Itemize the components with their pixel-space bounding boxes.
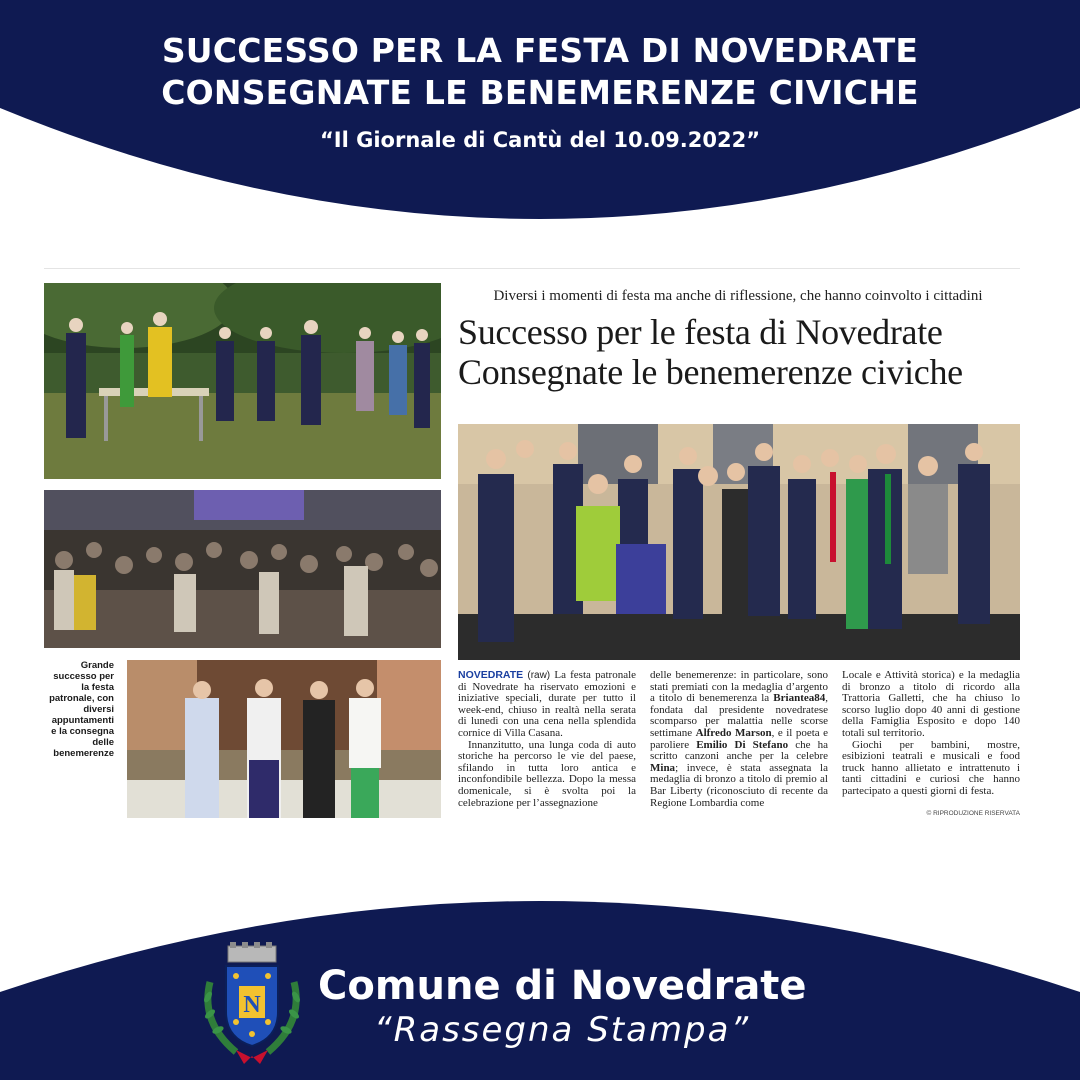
footer-text bbox=[318, 962, 807, 1050]
crest-letter: N bbox=[243, 992, 261, 1018]
col3-paragraph-2: Giochi per bambini, mostre, esibizioni teatrali e musicali e food truck hanno allietato e intrattenuto i tanti cittadini e curiosi che hanno partecipato a questi giorni di festa. bbox=[842, 738, 1020, 797]
col2-text-c: , fondata dal presidente novedratese scomparso per malattia nelle scorse settimane bbox=[650, 692, 828, 739]
photo-caption: Grande successo per la festa patronale, con diversi appuntamenti e la consegna delle benemerenze bbox=[49, 660, 114, 759]
municipality-name: Comune di Novedrate bbox=[318, 963, 807, 1009]
photo-awardees bbox=[127, 660, 441, 818]
source-label: “Il Giornale di Cantù del 10.09.2022” bbox=[319, 128, 761, 152]
col2-text-f: ; invece, è stata assegnata la medaglia di bronzo a titolo di premio al Bar Liberty (riconosciuto di recente da Regione Lombardia come bbox=[650, 761, 828, 809]
col2-text-e: che ha scritto canzoni anche per la celebre bbox=[650, 738, 828, 763]
headline-line-2: Consegnate le benemerenze civiche bbox=[458, 352, 963, 392]
title-line-2: CONSEGNATE LE BENEMERENZE CIVICHE bbox=[161, 73, 919, 112]
headline-line-1: Successo per le festa di Novedrate bbox=[458, 312, 943, 352]
photo-evening-crowd bbox=[44, 490, 441, 648]
article-column-3 bbox=[842, 670, 1020, 798]
header-text bbox=[0, 0, 1080, 152]
col2-bold-mina: Mina bbox=[650, 761, 676, 774]
col2-bold-marson: Alfredo Marson bbox=[695, 726, 772, 739]
article-headline bbox=[458, 312, 1020, 392]
lead-place: NOVEDRATE bbox=[458, 669, 524, 681]
col2-bold-briantea: Briantea84 bbox=[773, 692, 826, 705]
press-review-label: “Rassegna Stampa” bbox=[374, 1010, 751, 1050]
newspaper-clipping bbox=[44, 268, 1020, 828]
photo-group-award bbox=[458, 424, 1020, 660]
col3-paragraph-1: Locale e Attività storica) e la medaglia di bronzo a titolo di ricordo alla Trattoria Galletti, che ha chiuso lo scorso luglio dopo 40 anni di gestione della Famiglia Esposito e dopo 140 totali sul territorio. bbox=[842, 669, 1020, 739]
article-column-2 bbox=[650, 670, 828, 809]
col1-paragraph-2: Innanzitutto, una lunga coda di auto storiche ha percorso le vie del paese, sfilando in tutta loro antica e inconfondibile bellezza. Dopo la messa domenicale, si è svolta poi la celebrazione per l’assegnazione bbox=[458, 738, 636, 809]
col2-text-a: delle benemerenze: in particolare, sono stati premiati con la medaglia d’argento a titolo di benemerenza la bbox=[650, 669, 828, 705]
article-kicker: Diversi i momenti di festa ma anche di riflessione, che hanno coinvolto i cittadini bbox=[493, 288, 983, 304]
col2-text-d: , e il poeta e paroliere bbox=[650, 726, 829, 751]
photo-park-ceremony bbox=[44, 283, 441, 479]
article-column-1 bbox=[458, 670, 636, 809]
page-title bbox=[0, 30, 1080, 114]
title-line-1: SUCCESSO PER LA FESTA DI NOVEDRATE bbox=[161, 31, 919, 70]
col2-bold-distefano: Emilio Di Stefano bbox=[696, 738, 789, 751]
copyright-note: © RIPRODUZIONE RISERVATA bbox=[926, 810, 1020, 817]
col1-paragraph-1: La festa patronale di Novedrate ha riservato emozioni e iniziative speciali, durate per tutto il week-end, chiuso in realtà nella serata di lunedì con una cena nella splendida cornice di Villa Casana. bbox=[458, 669, 637, 739]
novedrate-crest-icon bbox=[196, 942, 308, 1071]
clipping-top-rule bbox=[44, 268, 1020, 269]
lead-author: (raw) bbox=[527, 670, 551, 681]
